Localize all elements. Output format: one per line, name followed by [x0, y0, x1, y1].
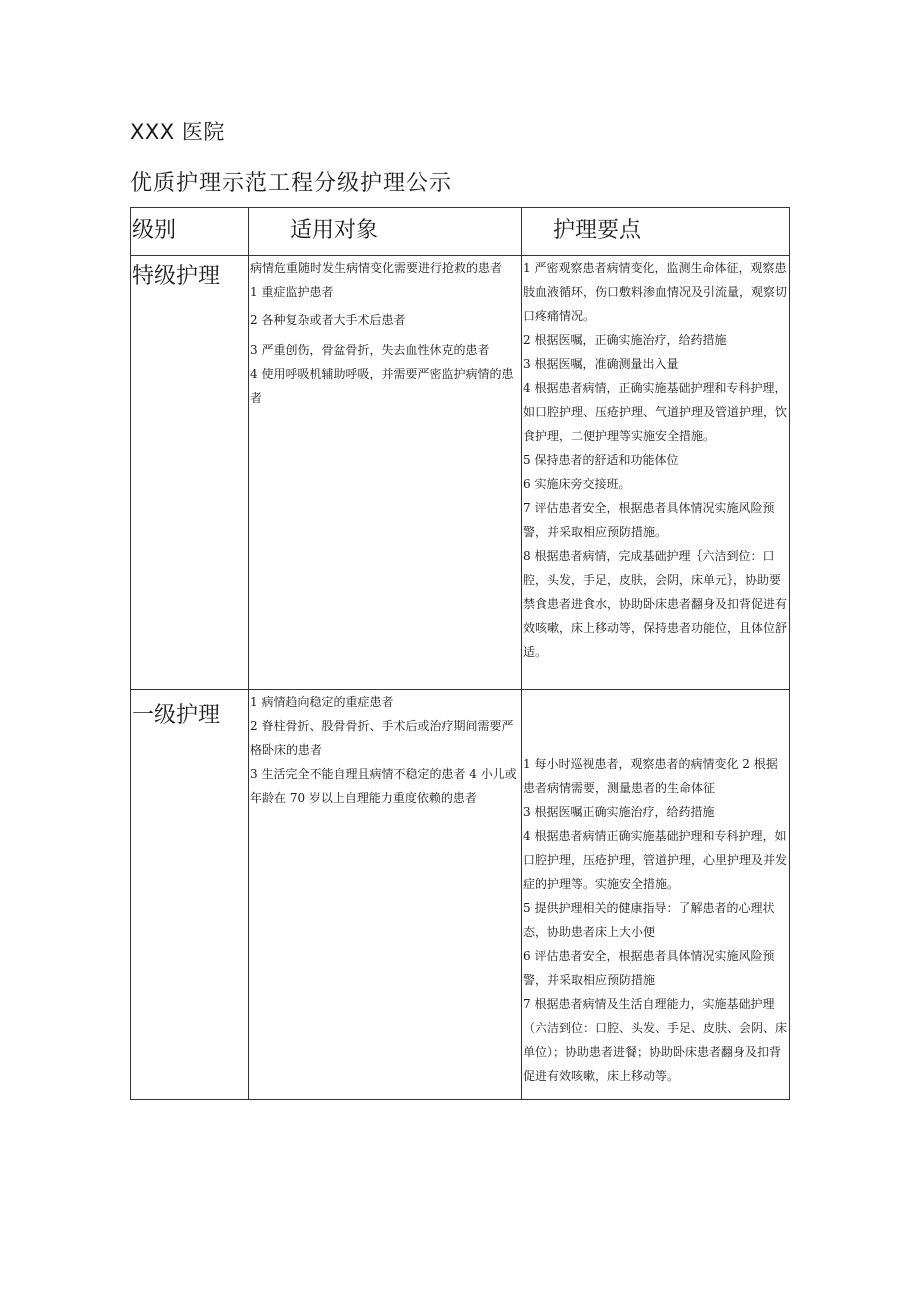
object-item: 3 生活完全不能自理且病情不稳定的患者 4 小儿或年龄在 70 岁以上自理能力重度依赖的患者	[250, 767, 517, 805]
document-title: 优质护理示范工程分级护理公示	[130, 171, 453, 196]
objects-cell	[249, 256, 522, 690]
object-item: 1 重症监护患者	[250, 285, 334, 299]
header-cell-points	[522, 208, 790, 256]
table-row	[131, 690, 790, 1100]
object-item: 4 使用呼吸机辅助呼吸，并需要严密监护病情的患者	[250, 367, 514, 405]
table-header-row	[131, 208, 790, 256]
points-list	[522, 690, 789, 1088]
nursing-level-table	[130, 207, 790, 1100]
object-item: 3 严重创伤，骨盆骨折，失去血性休克的患者	[250, 343, 490, 357]
objects-list	[249, 690, 521, 810]
header-level: 级别	[132, 218, 177, 243]
point-item: 5 提供护理相关的健康指导：了解患者的心理状态，协助患者床上大小便	[523, 901, 775, 939]
point-item: 4 根据患者病情正确实施基础护理和专科护理，如口腔护理，压疮护理，管道护理，心里护理及并发症的护理等。实施安全措施。	[523, 829, 788, 891]
level-cell	[131, 256, 249, 690]
hospital-name: XXX 医院	[130, 120, 225, 144]
point-item: 1 每小时巡视患者，观察患者的病情变化 2 根据患者病情需要，测量患者的生命体征	[523, 757, 778, 795]
header-points: 护理要点	[553, 218, 642, 243]
header-objects: 适用对象	[290, 218, 379, 243]
object-item: 病情危重随时发生病情变化需要进行抢救的患者	[250, 261, 503, 275]
objects-list	[249, 256, 521, 410]
point-item: 7 评估患者安全，根据患者具体情况实施风险预警，并采取相应预防措施。	[523, 501, 775, 539]
object-item: 2 脊柱骨折、股骨骨折、手术后或治疗期间需要严格卧床的患者	[250, 719, 514, 757]
point-item: 8 根据患者病情，完成基础护理｛六洁到位：口腔，头发，手足，皮肤，会阴，床单元｝，协助要禁食患者进食水，协助卧床患者翻身及扣背促进有效咳嗽，床上移动等，保持患者功能位，且体位舒适。	[523, 549, 788, 659]
header-cell-objects	[249, 208, 522, 256]
points-list	[522, 256, 789, 664]
point-item: 2 根据医嘱，正确实施治疗，给药措施	[523, 333, 727, 347]
header-cell-level	[131, 208, 249, 256]
point-item: 6 评估患者安全，根据患者具体情况实施风险预警，并采取相应预防措施	[523, 949, 775, 987]
table-row	[131, 256, 790, 690]
points-cell	[522, 256, 790, 690]
objects-cell	[249, 690, 522, 1100]
point-item: 1 严密观察患者病情变化，监测生命体征，观察患肢血液循环，伤口敷料渗血情况及引流量，观察切口疼痛情况。	[523, 261, 788, 323]
point-item: 5 保持患者的舒适和功能体位	[523, 453, 679, 467]
point-item: 6 实施床旁交接班。	[523, 477, 631, 491]
level-cell	[131, 690, 249, 1100]
level-special: 特级护理	[132, 264, 221, 289]
level-first: 一级护理	[132, 703, 221, 728]
point-item: 3 根据医嘱，准确测量出入量	[523, 357, 679, 371]
point-item: 4 根据患者病情，正确实施基础护理和专科护理，如口腔护理、压疮护理、气道护理及管道护理，饮食护理，二便护理等实施安全措施。	[523, 381, 788, 443]
object-item: 1 病情趋向稳定的重症患者	[250, 695, 394, 709]
object-item: 2 各种复杂或者大手术后患者	[250, 313, 406, 327]
points-cell	[522, 690, 790, 1100]
point-item: 3 根据医嘱正确实施治疗，给药措施	[523, 805, 715, 819]
point-item: 7 根据患者病情及生活自理能力，实施基础护理（六洁到位：口腔、头发、手足、皮肤、会阴、床单位）；协助患者进餐；协助卧床患者翻身及扣背促进有效咳嗽，床上移动等。	[523, 997, 788, 1083]
